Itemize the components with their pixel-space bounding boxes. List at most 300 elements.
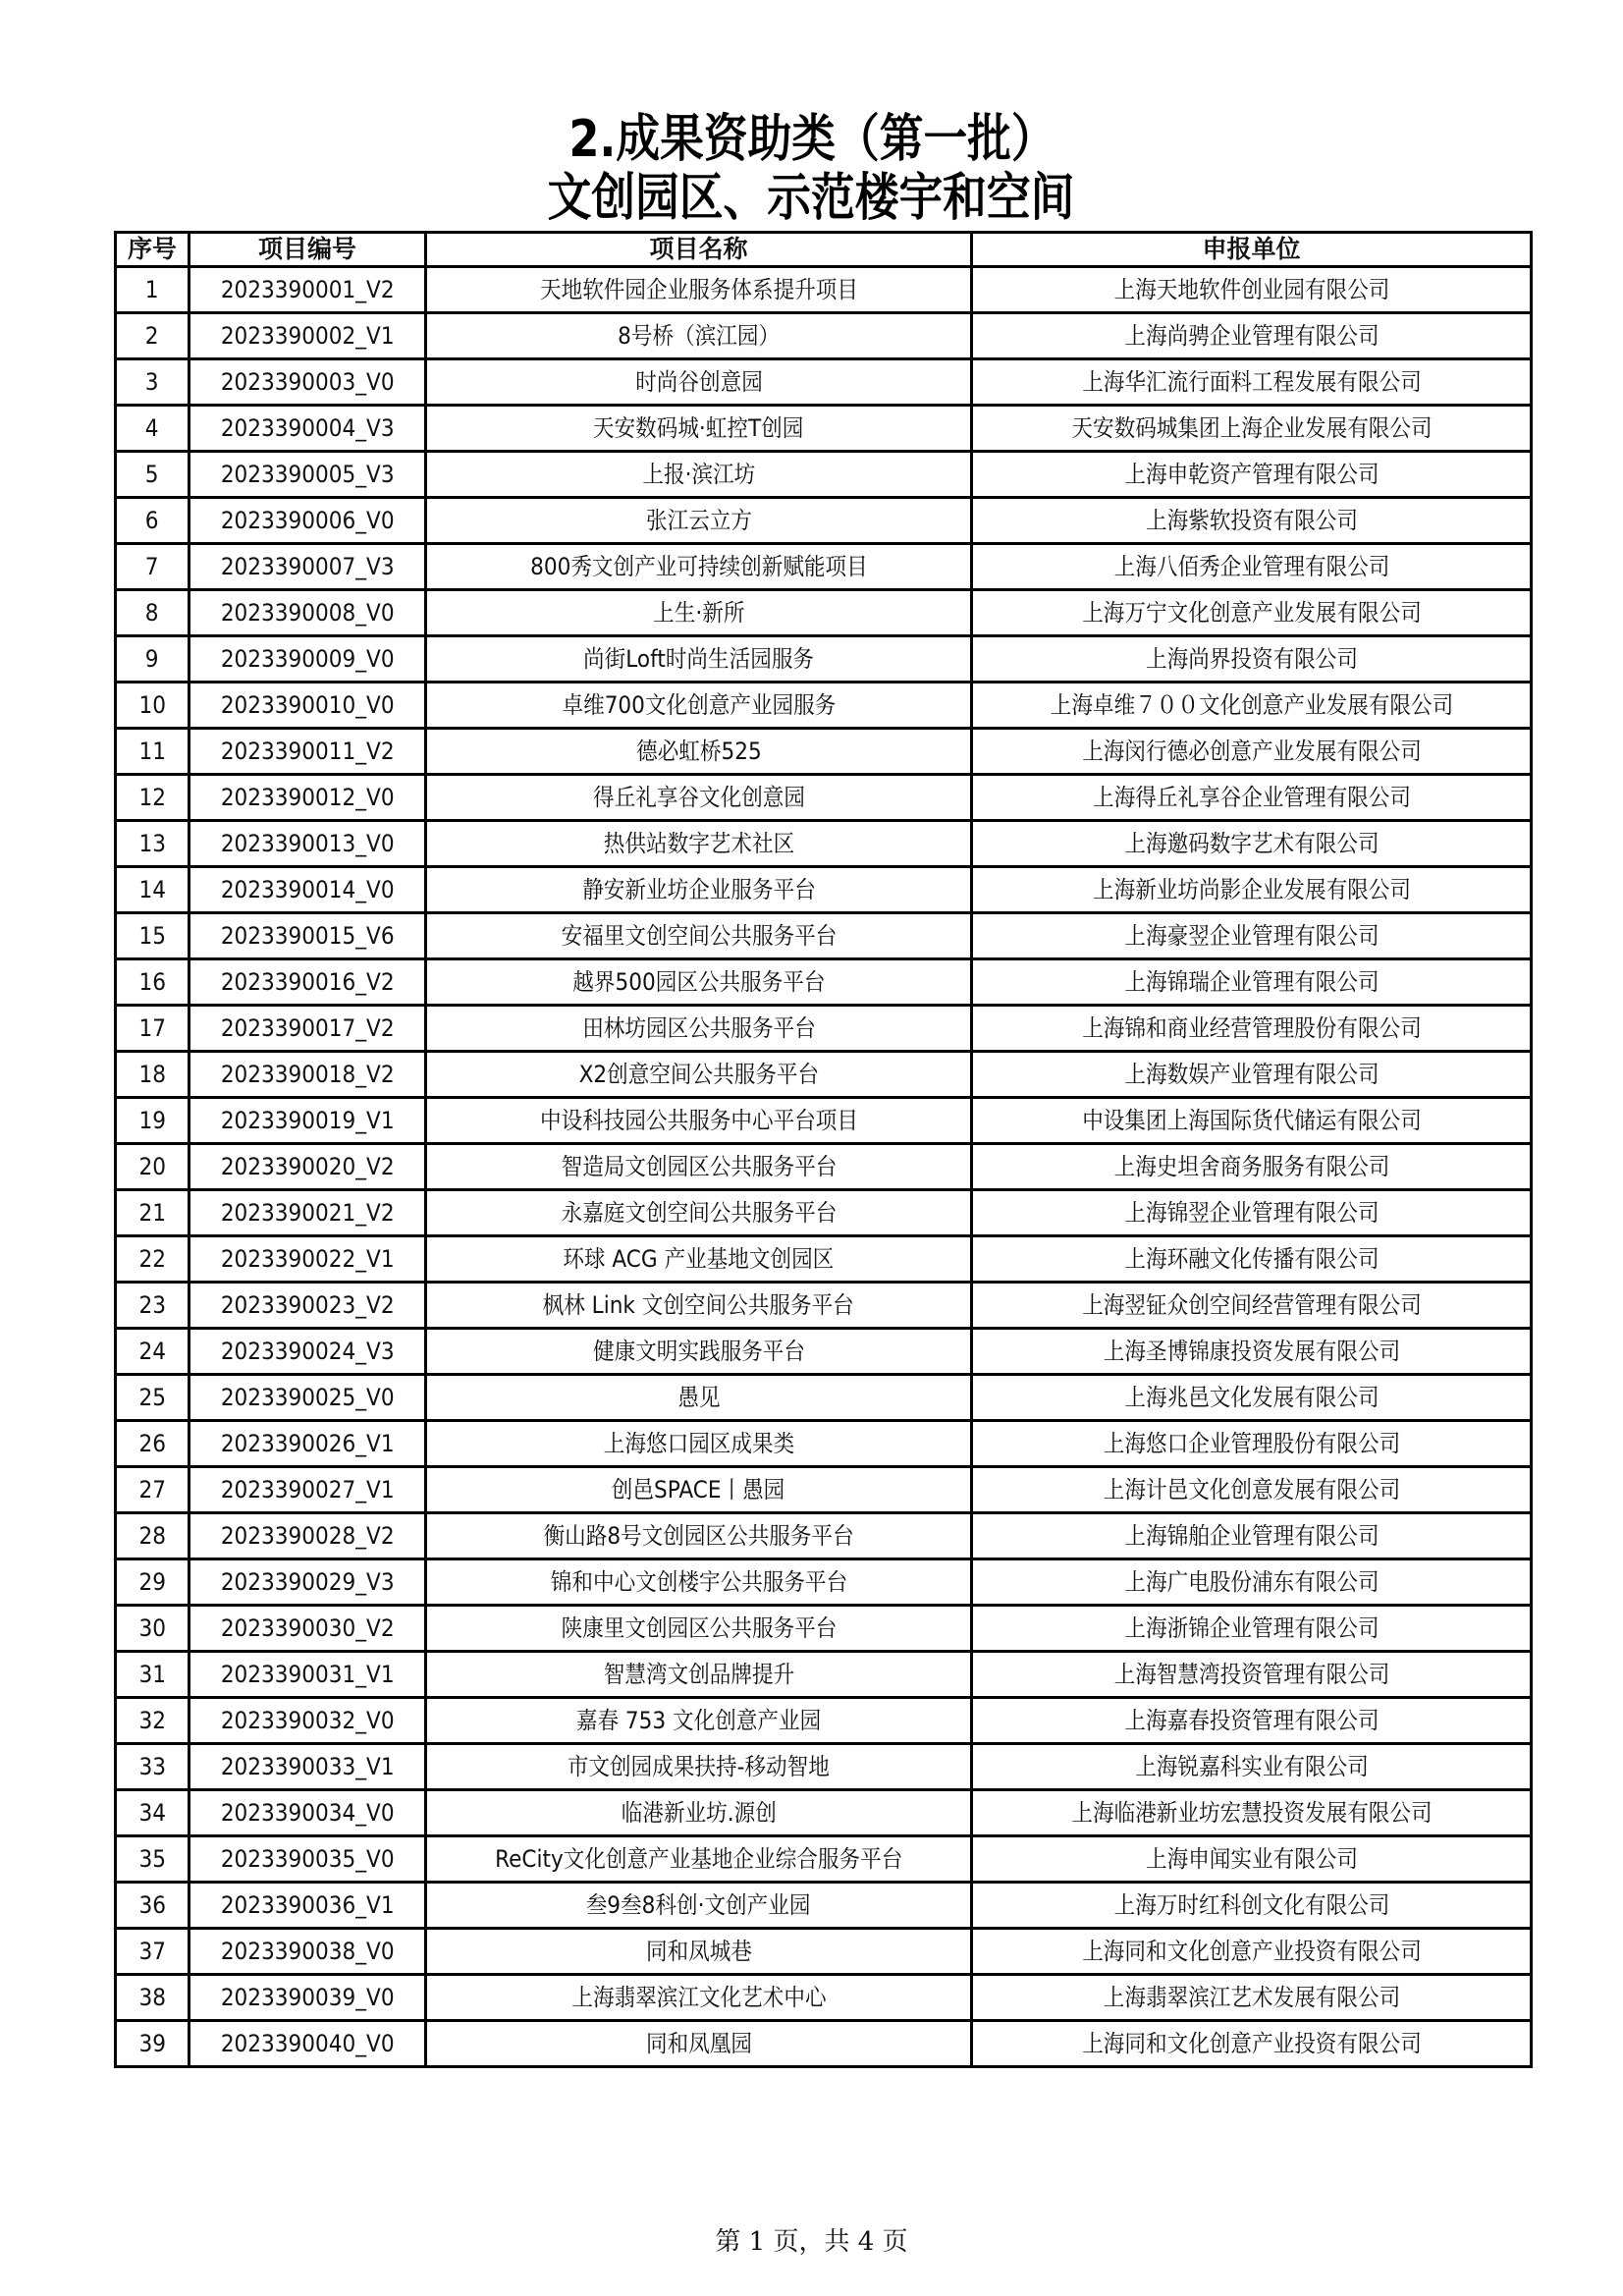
cell-index-text: 18 bbox=[138, 1061, 166, 1088]
cell-project-name bbox=[426, 1283, 972, 1329]
cell-project-name bbox=[426, 1006, 972, 1052]
cell-project-code-text: 2023390007_V3 bbox=[220, 553, 395, 580]
cell-project-name-text: 上生·新所 bbox=[652, 599, 745, 627]
cell-project-name-text: 衡山路8号文创园区公共服务平台 bbox=[543, 1522, 854, 1550]
cell-project-name-text: 天地软件园企业服务体系提升项目 bbox=[539, 276, 858, 303]
cell-project-code bbox=[189, 1144, 426, 1190]
cell-project-code bbox=[189, 913, 426, 959]
cell-project-code bbox=[189, 683, 426, 729]
cell-applicant-text: 上海邀码数字艺术有限公司 bbox=[1123, 830, 1380, 857]
cell-applicant bbox=[972, 1975, 1532, 2021]
table-row bbox=[116, 359, 1532, 406]
cell-applicant bbox=[972, 1559, 1532, 1606]
cell-applicant bbox=[972, 1883, 1532, 1929]
cell-project-code bbox=[189, 1652, 426, 1698]
cell-index bbox=[116, 1929, 189, 1975]
cell-applicant bbox=[972, 821, 1532, 867]
cell-project-code bbox=[189, 636, 426, 683]
cell-project-name bbox=[426, 683, 972, 729]
table-row bbox=[116, 452, 1532, 498]
cell-applicant bbox=[972, 683, 1532, 729]
cell-index-text: 28 bbox=[138, 1522, 166, 1550]
cell-applicant-text: 上海万时红科创文化有限公司 bbox=[1113, 1891, 1389, 1919]
cell-index bbox=[116, 544, 189, 590]
table-row bbox=[116, 867, 1532, 913]
cell-index-text: 24 bbox=[138, 1338, 166, 1365]
cell-project-name bbox=[426, 1790, 972, 1836]
cell-index bbox=[116, 1652, 189, 1698]
cell-applicant-text: 上海万宁文化创意产业发展有限公司 bbox=[1081, 599, 1422, 627]
cell-project-code-text: 2023390012_V0 bbox=[220, 784, 395, 811]
table-row bbox=[116, 590, 1532, 636]
cell-index-text: 26 bbox=[138, 1430, 166, 1457]
cell-project-name bbox=[426, 1698, 972, 1744]
page-number: 第 1 页，共 4 页 bbox=[715, 2227, 908, 2257]
table-row bbox=[116, 1283, 1532, 1329]
cell-index bbox=[116, 406, 189, 452]
cell-project-code bbox=[189, 1236, 426, 1283]
cell-applicant bbox=[972, 590, 1532, 636]
cell-project-code-text: 2023390013_V0 bbox=[220, 830, 395, 857]
cell-applicant bbox=[972, 2021, 1532, 2067]
cell-index-text: 23 bbox=[138, 1291, 166, 1319]
cell-applicant-text: 上海翡翠滨江艺术发展有限公司 bbox=[1103, 1984, 1400, 2011]
cell-project-name bbox=[426, 821, 972, 867]
cell-project-name bbox=[426, 1144, 972, 1190]
cell-project-code-text: 2023390038_V0 bbox=[220, 1938, 395, 1965]
cell-project-code-text: 2023390006_V0 bbox=[220, 507, 395, 534]
cell-project-name bbox=[426, 959, 972, 1006]
cell-project-name bbox=[426, 1929, 972, 1975]
cell-index bbox=[116, 1836, 189, 1883]
cell-index bbox=[116, 867, 189, 913]
cell-index bbox=[116, 1883, 189, 1929]
cell-applicant-text: 上海紫软投资有限公司 bbox=[1145, 507, 1358, 534]
cell-project-code bbox=[189, 1006, 426, 1052]
cell-applicant bbox=[972, 1836, 1532, 1883]
cell-index bbox=[116, 1190, 189, 1236]
cell-project-code-text: 2023390009_V0 bbox=[220, 645, 395, 673]
cell-index bbox=[116, 1975, 189, 2021]
page-title bbox=[0, 110, 1623, 169]
cell-project-name-text: ReCity文化创意产业基地企业综合服务平台 bbox=[494, 1845, 903, 1873]
cell-index-text: 7 bbox=[145, 553, 159, 580]
cell-index bbox=[116, 498, 189, 544]
cell-applicant bbox=[972, 1236, 1532, 1283]
cell-project-name bbox=[426, 1329, 972, 1375]
cell-applicant bbox=[972, 1652, 1532, 1698]
cell-project-code bbox=[189, 1098, 426, 1144]
table-row bbox=[116, 1144, 1532, 1190]
cell-applicant-text: 天安数码城集团上海企业发展有限公司 bbox=[1070, 414, 1433, 442]
cell-project-code bbox=[189, 1790, 426, 1836]
cell-index bbox=[116, 1375, 189, 1421]
cell-index-text: 3 bbox=[145, 368, 159, 396]
cell-index bbox=[116, 1698, 189, 1744]
cell-project-code bbox=[189, 452, 426, 498]
cell-applicant-text: 上海数娱产业管理有限公司 bbox=[1123, 1061, 1380, 1088]
cell-index-text: 29 bbox=[138, 1568, 166, 1596]
table-row bbox=[116, 1375, 1532, 1421]
cell-index-text: 36 bbox=[138, 1891, 166, 1919]
cell-index-text: 30 bbox=[138, 1614, 166, 1642]
cell-applicant bbox=[972, 1606, 1532, 1652]
cell-applicant bbox=[972, 267, 1532, 313]
cell-project-code-text: 2023390033_V1 bbox=[220, 1753, 395, 1780]
cell-project-name-text: 环球 ACG 产业基地文创园区 bbox=[563, 1245, 835, 1273]
cell-project-code-text: 2023390024_V3 bbox=[220, 1338, 395, 1365]
cell-index bbox=[116, 1283, 189, 1329]
table-row bbox=[116, 406, 1532, 452]
table-row bbox=[116, 1744, 1532, 1790]
table-row bbox=[116, 1975, 1532, 2021]
cell-project-name bbox=[426, 1606, 972, 1652]
table-row bbox=[116, 1329, 1532, 1375]
cell-project-name bbox=[426, 1513, 972, 1559]
cell-project-code-text: 2023390039_V0 bbox=[220, 1984, 395, 2011]
cell-index bbox=[116, 313, 189, 359]
cell-applicant-text: 上海同和文化创意产业投资有限公司 bbox=[1081, 1938, 1422, 1965]
cell-index-text: 37 bbox=[138, 1938, 166, 1965]
cell-index bbox=[116, 1098, 189, 1144]
cell-project-name-text: 热供站数字艺术社区 bbox=[603, 830, 794, 857]
cell-project-code bbox=[189, 267, 426, 313]
cell-index-text: 9 bbox=[145, 645, 159, 673]
cell-project-code-text: 2023390011_V2 bbox=[220, 738, 395, 765]
cell-project-name bbox=[426, 1883, 972, 1929]
table-row bbox=[116, 683, 1532, 729]
cell-applicant-text: 上海新业坊尚影企业发展有限公司 bbox=[1092, 876, 1411, 903]
cell-index-text: 25 bbox=[138, 1384, 166, 1411]
cell-index bbox=[116, 821, 189, 867]
table-row bbox=[116, 636, 1532, 683]
table-row bbox=[116, 1698, 1532, 1744]
table-row bbox=[116, 1883, 1532, 1929]
cell-applicant bbox=[972, 1329, 1532, 1375]
cell-project-name bbox=[426, 359, 972, 406]
cell-project-name bbox=[426, 1236, 972, 1283]
table-row bbox=[116, 1652, 1532, 1698]
cell-project-name bbox=[426, 775, 972, 821]
cell-project-name-text: 8号桥（滨江园） bbox=[618, 322, 780, 350]
cell-index bbox=[116, 913, 189, 959]
cell-project-code-text: 2023390031_V1 bbox=[220, 1661, 395, 1688]
cell-project-code-text: 2023390010_V0 bbox=[220, 691, 395, 719]
cell-applicant-text: 上海广电股份浦东有限公司 bbox=[1123, 1568, 1380, 1596]
cell-project-name bbox=[426, 406, 972, 452]
cell-index-text: 35 bbox=[138, 1845, 166, 1873]
cell-index-text: 6 bbox=[145, 507, 159, 534]
table-row bbox=[116, 498, 1532, 544]
cell-project-name bbox=[426, 590, 972, 636]
cell-project-code bbox=[189, 1513, 426, 1559]
cell-applicant-text: 上海华汇流行面料工程发展有限公司 bbox=[1081, 368, 1422, 396]
cell-project-name bbox=[426, 1652, 972, 1698]
cell-project-name bbox=[426, 1975, 972, 2021]
cell-applicant bbox=[972, 913, 1532, 959]
cell-applicant bbox=[972, 1006, 1532, 1052]
cell-project-name bbox=[426, 1375, 972, 1421]
cell-applicant bbox=[972, 452, 1532, 498]
cell-project-code-text: 2023390030_V2 bbox=[220, 1614, 395, 1642]
cell-applicant bbox=[972, 1744, 1532, 1790]
page-subtitle-text: 文创园区、示范楼宇和空间 bbox=[548, 169, 1075, 228]
cell-project-name bbox=[426, 1836, 972, 1883]
cell-project-name-text: 枫林 Link 文创空间公共服务平台 bbox=[542, 1291, 855, 1319]
cell-project-code bbox=[189, 1375, 426, 1421]
cell-index bbox=[116, 1421, 189, 1467]
cell-applicant bbox=[972, 1283, 1532, 1329]
cell-project-name bbox=[426, 913, 972, 959]
cell-applicant bbox=[972, 1190, 1532, 1236]
table-row bbox=[116, 1421, 1532, 1467]
cell-project-name bbox=[426, 1052, 972, 1098]
cell-applicant-text: 上海豪翌企业管理有限公司 bbox=[1123, 922, 1380, 950]
cell-index bbox=[116, 1006, 189, 1052]
cell-project-name-text: 上海翡翠滨江文化艺术中心 bbox=[570, 1984, 827, 2011]
cell-project-code bbox=[189, 1421, 426, 1467]
cell-project-code-text: 2023390008_V0 bbox=[220, 599, 395, 627]
cell-project-name-text: 上报·滨江坊 bbox=[642, 461, 755, 488]
cell-index bbox=[116, 636, 189, 683]
cell-project-name-text: 天安数码城·虹控T创园 bbox=[593, 414, 804, 442]
cell-project-code bbox=[189, 1883, 426, 1929]
cell-index bbox=[116, 1144, 189, 1190]
cell-project-code-text: 2023390003_V0 bbox=[220, 368, 395, 396]
cell-applicant-text: 上海尚骋企业管理有限公司 bbox=[1123, 322, 1380, 350]
project-table bbox=[114, 231, 1533, 2068]
cell-applicant-text: 上海尚界投资有限公司 bbox=[1145, 645, 1358, 673]
cell-project-name bbox=[426, 2021, 972, 2067]
cell-project-name-text: 陕康里文创园区公共服务平台 bbox=[561, 1614, 837, 1642]
cell-project-name-text: 800秀文创产业可持续创新赋能项目 bbox=[529, 553, 868, 580]
cell-applicant bbox=[972, 959, 1532, 1006]
cell-project-name bbox=[426, 729, 972, 775]
cell-index-text: 34 bbox=[138, 1799, 166, 1827]
cell-index-text: 20 bbox=[138, 1153, 166, 1180]
cell-applicant bbox=[972, 775, 1532, 821]
table-row bbox=[116, 544, 1532, 590]
cell-project-name-text: 田林坊园区公共服务平台 bbox=[581, 1014, 816, 1042]
table-row bbox=[116, 821, 1532, 867]
cell-project-code-text: 2023390001_V2 bbox=[220, 276, 395, 303]
table-row bbox=[116, 959, 1532, 1006]
cell-project-code bbox=[189, 1975, 426, 2021]
cell-project-name bbox=[426, 452, 972, 498]
cell-project-code-text: 2023390029_V3 bbox=[220, 1568, 395, 1596]
cell-project-code bbox=[189, 775, 426, 821]
cell-project-code-text: 2023390004_V3 bbox=[220, 414, 395, 442]
cell-project-name bbox=[426, 544, 972, 590]
cell-project-name-text: 卓维700文化创意产业园服务 bbox=[562, 691, 836, 719]
cell-project-name-text: 静安新业坊企业服务平台 bbox=[581, 876, 816, 903]
cell-index bbox=[116, 1236, 189, 1283]
cell-index bbox=[116, 729, 189, 775]
cell-applicant bbox=[972, 1375, 1532, 1421]
table-row bbox=[116, 1190, 1532, 1236]
cell-index bbox=[116, 1329, 189, 1375]
cell-applicant-text: 上海锦瑞企业管理有限公司 bbox=[1123, 968, 1380, 996]
cell-applicant bbox=[972, 729, 1532, 775]
table-row bbox=[116, 1929, 1532, 1975]
cell-project-code bbox=[189, 2021, 426, 2067]
cell-applicant-text: 上海圣博锦康投资发展有限公司 bbox=[1103, 1338, 1400, 1365]
header-project-code: 项目编号 bbox=[189, 233, 426, 267]
cell-project-name-text: 嘉春 753 文化创意产业园 bbox=[575, 1707, 822, 1734]
cell-applicant-text: 上海锐嘉科实业有限公司 bbox=[1134, 1753, 1369, 1780]
cell-applicant-text: 上海锦舶企业管理有限公司 bbox=[1123, 1522, 1380, 1550]
cell-applicant-text: 上海同和文化创意产业投资有限公司 bbox=[1081, 2030, 1422, 2057]
cell-project-code bbox=[189, 1052, 426, 1098]
cell-project-code bbox=[189, 1606, 426, 1652]
cell-project-name-text: 永嘉庭文创空间公共服务平台 bbox=[561, 1199, 837, 1227]
cell-project-name-text: 锦和中心文创楼宇公共服务平台 bbox=[550, 1568, 847, 1596]
cell-applicant bbox=[972, 406, 1532, 452]
cell-index-text: 27 bbox=[138, 1476, 166, 1503]
cell-index-text: 4 bbox=[145, 414, 159, 442]
cell-project-code bbox=[189, 406, 426, 452]
cell-index-text: 19 bbox=[138, 1107, 166, 1134]
cell-project-name bbox=[426, 1098, 972, 1144]
table-header-row bbox=[116, 233, 1532, 267]
cell-index bbox=[116, 1052, 189, 1098]
cell-applicant-text: 中设集团上海国际货代储运有限公司 bbox=[1081, 1107, 1422, 1134]
cell-index-text: 1 bbox=[145, 276, 159, 303]
cell-project-name-text: 健康文明实践服务平台 bbox=[592, 1338, 805, 1365]
cell-project-code-text: 2023390017_V2 bbox=[220, 1014, 395, 1042]
cell-index-text: 8 bbox=[145, 599, 159, 627]
cell-project-code-text: 2023390016_V2 bbox=[220, 968, 395, 996]
cell-project-name-text: 中设科技园公共服务中心平台项目 bbox=[539, 1107, 858, 1134]
cell-index bbox=[116, 1513, 189, 1559]
cell-index-text: 5 bbox=[145, 461, 159, 488]
cell-index bbox=[116, 1744, 189, 1790]
table-row bbox=[116, 1836, 1532, 1883]
cell-index-text: 2 bbox=[145, 322, 159, 350]
cell-applicant-text: 上海锦和商业经营管理股份有限公司 bbox=[1081, 1014, 1422, 1042]
cell-project-name-text: 同和凤城巷 bbox=[645, 1938, 752, 1965]
cell-applicant bbox=[972, 1513, 1532, 1559]
cell-project-code-text: 2023390018_V2 bbox=[220, 1061, 395, 1088]
cell-index bbox=[116, 452, 189, 498]
cell-project-code-text: 2023390027_V1 bbox=[220, 1476, 395, 1503]
cell-index bbox=[116, 590, 189, 636]
table-row bbox=[116, 1098, 1532, 1144]
cell-project-code-text: 2023390005_V3 bbox=[220, 461, 395, 488]
table-row bbox=[116, 1052, 1532, 1098]
cell-project-code bbox=[189, 359, 426, 406]
cell-index-text: 31 bbox=[138, 1661, 166, 1688]
cell-applicant bbox=[972, 1698, 1532, 1744]
cell-project-code bbox=[189, 590, 426, 636]
cell-applicant-text: 上海天地软件创业园有限公司 bbox=[1113, 276, 1389, 303]
cell-index-text: 22 bbox=[138, 1245, 166, 1273]
cell-project-name bbox=[426, 636, 972, 683]
cell-project-name-text: X2创意空间公共服务平台 bbox=[578, 1061, 819, 1088]
table-row bbox=[116, 1006, 1532, 1052]
table-row bbox=[116, 1559, 1532, 1606]
cell-project-code-text: 2023390035_V0 bbox=[220, 1845, 395, 1873]
cell-project-code-text: 2023390014_V0 bbox=[220, 876, 395, 903]
cell-project-code bbox=[189, 959, 426, 1006]
table-row bbox=[116, 729, 1532, 775]
cell-applicant-text: 上海临港新业坊宏慧投资发展有限公司 bbox=[1070, 1799, 1433, 1827]
cell-project-code-text: 2023390015_V6 bbox=[220, 922, 395, 950]
cell-project-name-text: 市文创园成果扶持-移动智地 bbox=[567, 1753, 830, 1780]
cell-applicant-text: 上海环融文化传播有限公司 bbox=[1123, 1245, 1380, 1273]
cell-applicant bbox=[972, 1929, 1532, 1975]
cell-applicant bbox=[972, 498, 1532, 544]
cell-project-code bbox=[189, 1329, 426, 1375]
cell-project-name bbox=[426, 1190, 972, 1236]
cell-index bbox=[116, 1467, 189, 1513]
cell-applicant bbox=[972, 1098, 1532, 1144]
table-row bbox=[116, 2021, 1532, 2067]
cell-project-name-text: 智慧湾文创品牌提升 bbox=[603, 1661, 794, 1688]
cell-applicant bbox=[972, 1790, 1532, 1836]
cell-applicant bbox=[972, 867, 1532, 913]
cell-project-name-text: 时尚谷创意园 bbox=[634, 368, 763, 396]
cell-project-name-text: 张江云立方 bbox=[645, 507, 752, 534]
table-body bbox=[116, 267, 1532, 2067]
cell-applicant-text: 上海史坦舍商务服务有限公司 bbox=[1113, 1153, 1389, 1180]
table-row bbox=[116, 1467, 1532, 1513]
cell-index-text: 32 bbox=[138, 1707, 166, 1734]
cell-project-code-text: 2023390040_V0 bbox=[220, 2030, 395, 2057]
table-row bbox=[116, 1606, 1532, 1652]
cell-index bbox=[116, 2021, 189, 2067]
cell-project-code-text: 2023390026_V1 bbox=[220, 1430, 395, 1457]
cell-project-code-text: 2023390028_V2 bbox=[220, 1522, 395, 1550]
cell-project-code bbox=[189, 821, 426, 867]
cell-project-name-text: 智造局文创园区公共服务平台 bbox=[561, 1153, 837, 1180]
cell-project-code-text: 2023390021_V2 bbox=[220, 1199, 395, 1227]
cell-applicant-text: 上海浙锦企业管理有限公司 bbox=[1123, 1614, 1380, 1642]
cell-project-name-text: 安福里文创空间公共服务平台 bbox=[561, 922, 837, 950]
table-row bbox=[116, 913, 1532, 959]
cell-project-code bbox=[189, 1467, 426, 1513]
cell-index-text: 16 bbox=[138, 968, 166, 996]
cell-index-text: 21 bbox=[138, 1199, 166, 1227]
cell-applicant-text: 上海翌钲众创空间经营管理有限公司 bbox=[1081, 1291, 1422, 1319]
cell-project-code-text: 2023390022_V1 bbox=[220, 1245, 395, 1273]
cell-index bbox=[116, 359, 189, 406]
cell-project-code-text: 2023390023_V2 bbox=[220, 1291, 395, 1319]
cell-index bbox=[116, 1606, 189, 1652]
cell-index-text: 39 bbox=[138, 2030, 166, 2057]
cell-index-text: 13 bbox=[138, 830, 166, 857]
cell-project-code bbox=[189, 1744, 426, 1790]
cell-applicant-text: 上海兆邑文化发展有限公司 bbox=[1123, 1384, 1380, 1411]
cell-index-text: 12 bbox=[138, 784, 166, 811]
header-applicant: 申报单位 bbox=[972, 233, 1532, 267]
cell-index-text: 15 bbox=[138, 922, 166, 950]
cell-applicant bbox=[972, 544, 1532, 590]
cell-index-text: 10 bbox=[138, 691, 166, 719]
cell-project-name-text: 叁9叁8科创·文创产业园 bbox=[586, 1891, 811, 1919]
cell-index bbox=[116, 1790, 189, 1836]
cell-applicant bbox=[972, 1421, 1532, 1467]
cell-project-code bbox=[189, 1698, 426, 1744]
cell-project-code-text: 2023390019_V1 bbox=[220, 1107, 395, 1134]
page-subtitle bbox=[0, 169, 1623, 228]
cell-applicant-text: 上海八佰秀企业管理有限公司 bbox=[1113, 553, 1389, 580]
cell-applicant-text: 上海计邑文化创意发展有限公司 bbox=[1103, 1476, 1400, 1503]
cell-index-text: 38 bbox=[138, 1984, 166, 2011]
cell-project-name-text: 愚见 bbox=[676, 1384, 721, 1411]
cell-project-code bbox=[189, 544, 426, 590]
cell-applicant-text: 上海悠口企业管理股份有限公司 bbox=[1103, 1430, 1400, 1457]
